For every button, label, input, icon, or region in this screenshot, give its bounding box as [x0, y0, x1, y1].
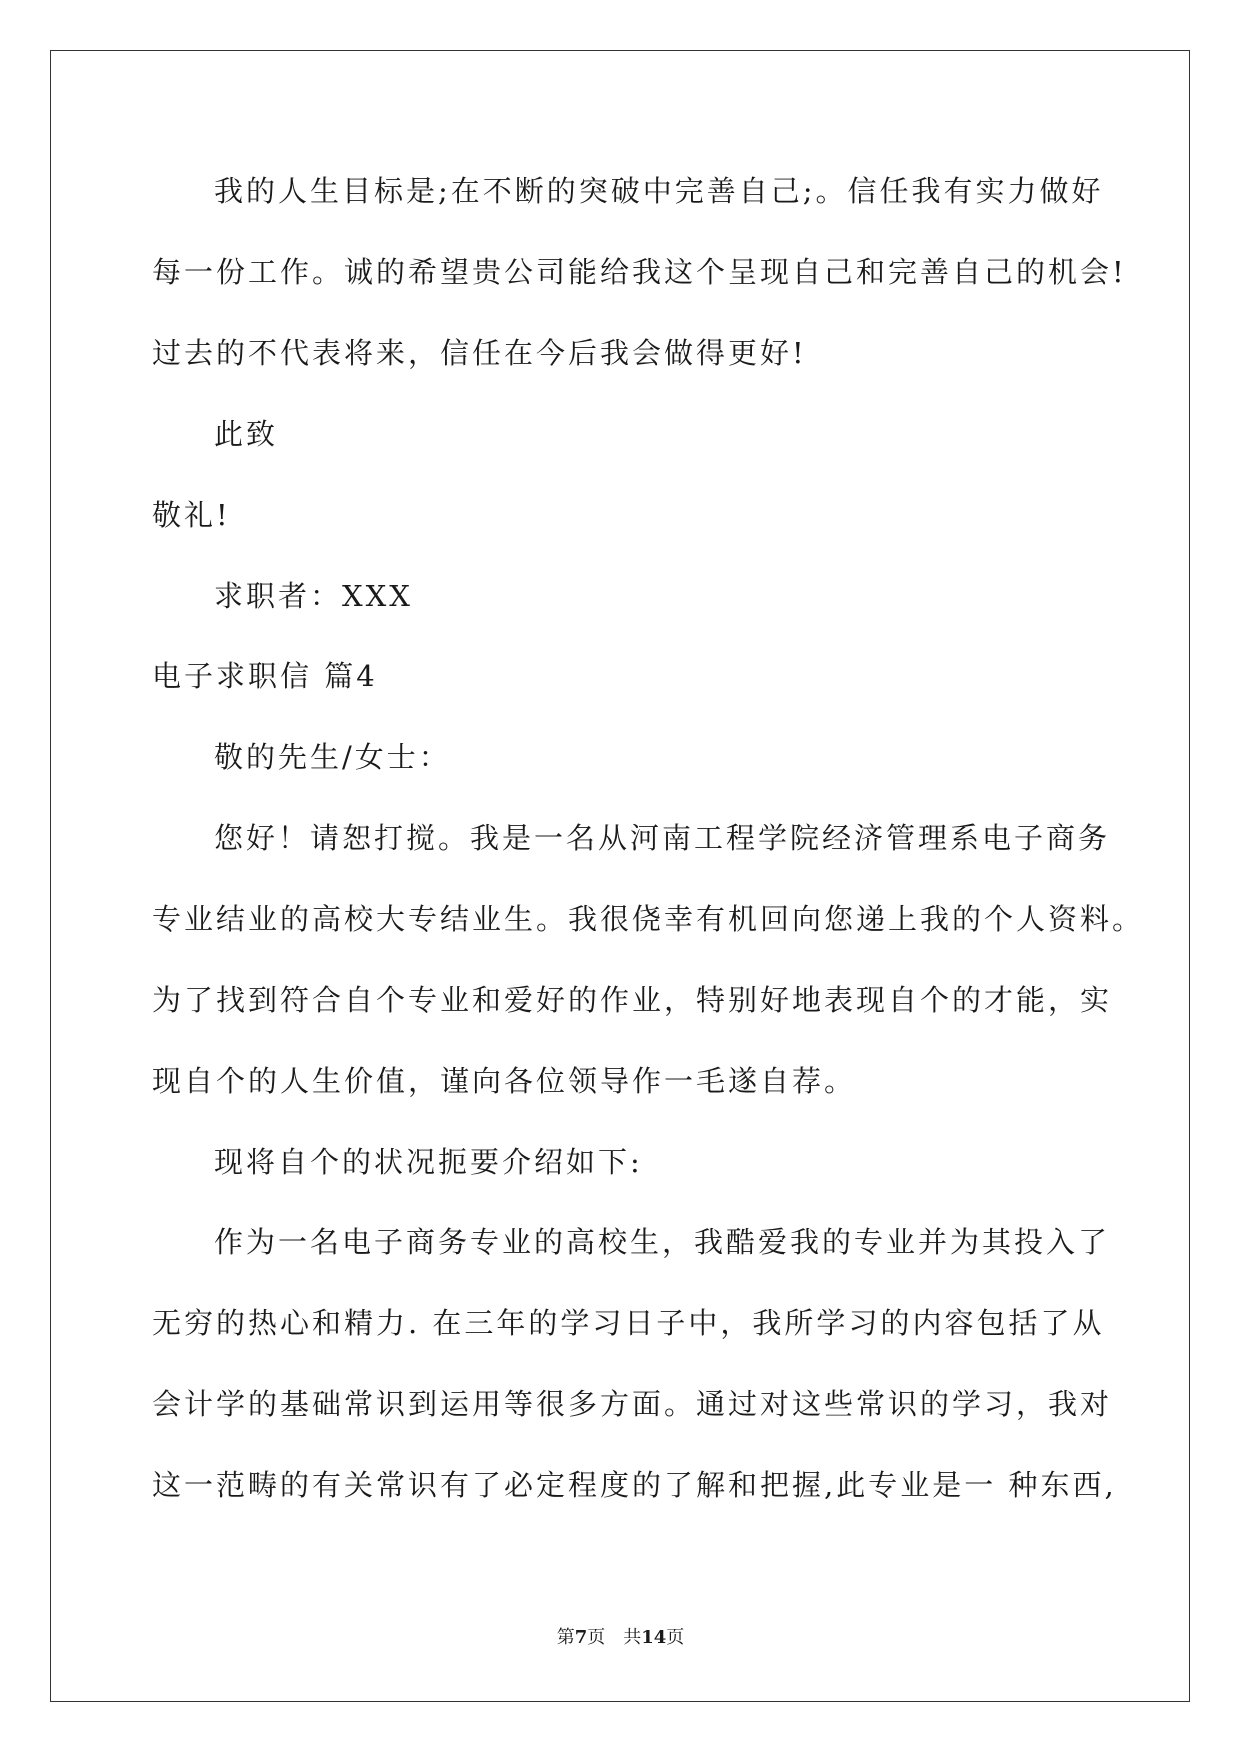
paragraph-line-3: 过去的不代表将来，信任在今后我会做得更好! — [152, 336, 807, 370]
greeting-line: 敬的先生/女士： — [214, 740, 451, 774]
paragraph-line-17: 这一范畴的有关常识有了必定程度的了解和把握,此专业是一 种东西, — [152, 1468, 1117, 1502]
footer-middle: 页 共 — [587, 1627, 642, 1648]
paragraph-line-13: 现将自个的状况扼要介绍如下: — [214, 1145, 643, 1179]
footer-prefix: 第 — [556, 1627, 575, 1648]
section-heading: 电子求职信 篇4 — [152, 659, 378, 693]
footer-page-number: 7 — [574, 1627, 588, 1648]
paragraph-line-16: 会计学的基础常识到运用等很多方面。通过对这些常识的学习，我对 — [152, 1387, 1113, 1421]
page-border — [50, 50, 1190, 1702]
paragraph-line-12: 现自个的人生价值，谨向各位领导作一毛遂自荐。 — [152, 1064, 857, 1098]
paragraph-line-9: 您好！请恕打搅。我是一名从河南工程学院经济管理系电子商务 — [214, 821, 1111, 855]
paragraph-line-2: 每一份工作。诚的希望贵公司能给我这个呈现自己和完善自己的机会! — [152, 255, 1127, 289]
page-footer — [0, 1626, 1241, 1650]
paragraph-line-11: 为了找到符合自个专业和爱好的作业，特别好地表现自个的才能，实 — [152, 983, 1113, 1017]
closing-regards: 敬礼! — [152, 498, 231, 532]
paragraph-line-1: 我的人生目标是;在不断的突破中完善自己;。信任我有实力做好 — [214, 174, 1104, 208]
paragraph-line-10: 专业结业的高校大专结业生。我很侥幸有机回向您递上我的个人资料。 — [152, 902, 1145, 936]
footer-total-pages: 14 — [641, 1627, 667, 1648]
paragraph-line-14: 作为一名电子商务专业的高校生，我酷爱我的专业并为其投入了 — [214, 1225, 1111, 1259]
paragraph-line-15: 无穷的热心和精力. 在三年的学习日子中，我所学习的内容包括了从 — [152, 1306, 1105, 1340]
signature-line: 求职者：XXX — [214, 579, 413, 613]
footer-suffix: 页 — [666, 1627, 685, 1648]
closing-salutation: 此致 — [214, 417, 279, 451]
